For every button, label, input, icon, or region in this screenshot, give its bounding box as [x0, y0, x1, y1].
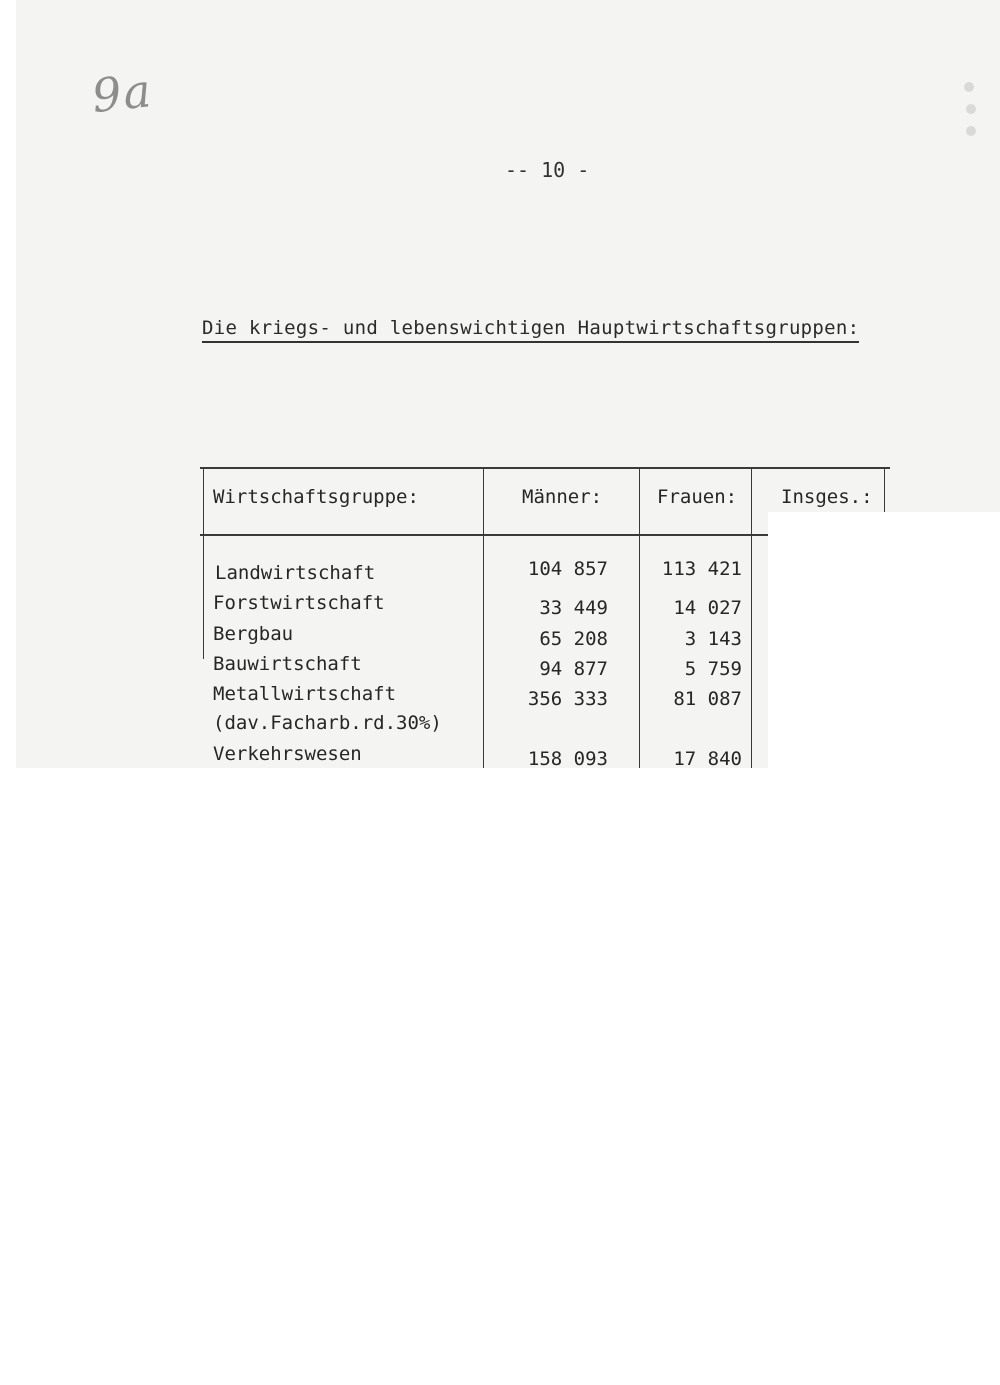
row-group-name: Bergbau	[213, 623, 294, 645]
paper-edge	[0, 0, 16, 768]
row-frauen-value: 113 421	[661, 558, 742, 580]
handwritten-note: 9a	[89, 62, 156, 124]
document-heading: Die kriegs- und lebenswichtigen Hauptwirtschaftsgruppen:	[202, 317, 859, 343]
row-group-name: Bauwirtschaft	[213, 653, 362, 675]
punch-hole-mark	[966, 104, 976, 114]
row-maenner-value: 94 877	[539, 658, 608, 680]
row-group-name: Verkehrswesen	[213, 743, 362, 765]
row-maenner-value: 104 857	[527, 558, 608, 580]
row-group-name: Landwirtschaft	[215, 562, 376, 584]
row-maenner-value: 33 449	[539, 597, 608, 619]
table-header-cell: Insges.:	[781, 486, 873, 508]
row-frauen-value: 17 840	[673, 748, 742, 770]
row-maenner-value: 65 208	[539, 628, 608, 650]
uncovered-area	[768, 512, 1000, 768]
row-group-name: Metallwirtschaft	[213, 683, 397, 705]
row-frauen-value: 14 027	[673, 597, 742, 619]
row-maenner-value: 356 333	[527, 688, 608, 710]
row-frauen-value: 81 087	[673, 688, 742, 710]
table-header-cell: Männer:	[522, 486, 603, 508]
table-header-cell: Wirtschaftsgruppe:	[213, 486, 419, 508]
punch-hole-mark	[966, 126, 976, 136]
punch-hole-mark	[964, 82, 974, 92]
row-frauen-value: 5 759	[684, 658, 742, 680]
row-maenner-value: 158 093	[527, 748, 608, 770]
table-header-cell: Frauen:	[657, 486, 738, 508]
row-group-name: Forstwirtschaft	[213, 592, 385, 614]
row-frauen-value: 3 143	[684, 628, 742, 650]
row-group-name: (dav.Facharb.rd.30%)	[213, 712, 442, 734]
page-number: -- 10 -	[505, 158, 590, 182]
